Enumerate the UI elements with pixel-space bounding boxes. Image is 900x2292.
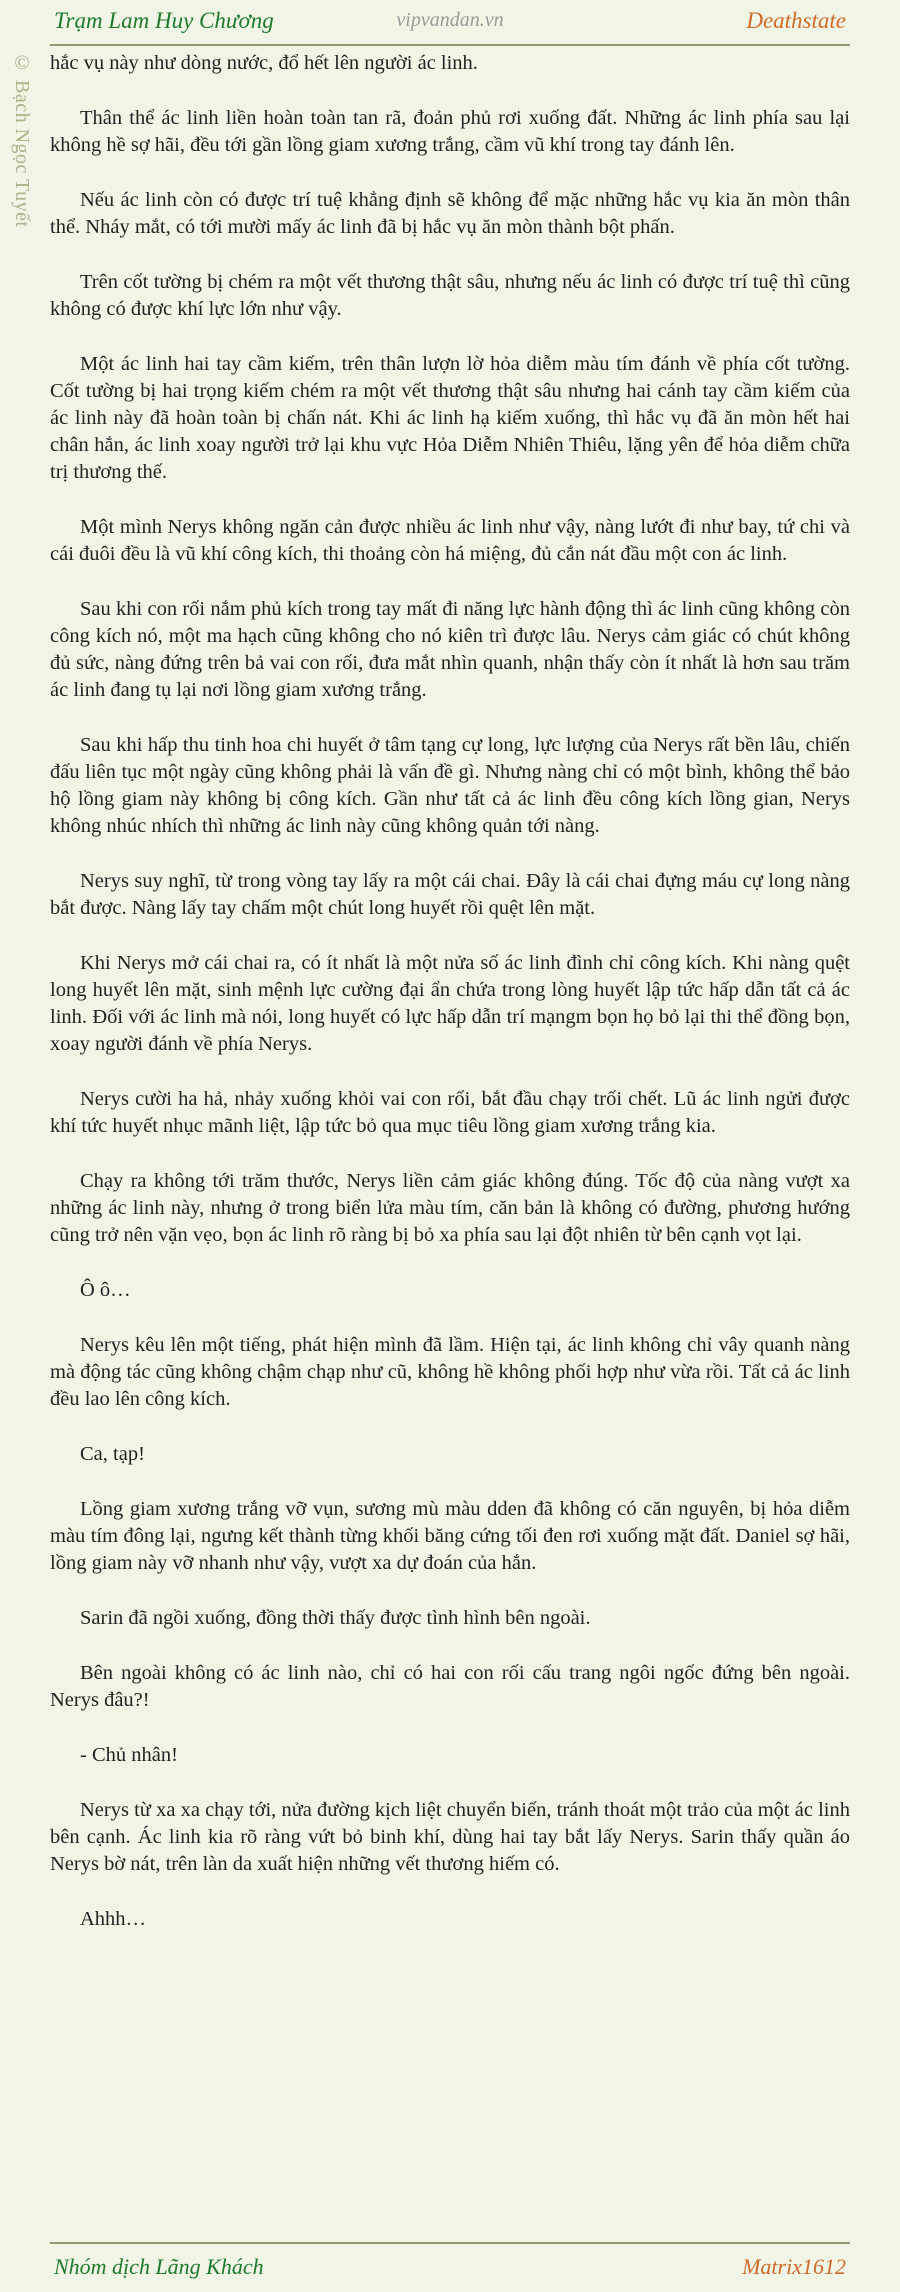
paragraph: Khi Nerys mở cái chai ra, có ít nhất là một nửa số ác linh đình chỉ công kích. Khi nàng quệt long huyết lên mặt, sinh mệnh lực cường đại ẩn chứa trong lòng huyết lập tức hấp dẫn tất cả ác linh. Đối với ác linh mà nói, long huyết có lực hấp dẫn trí mạngm bọn họ bỏ lại thi thể đồng bọn, xoay người đánh về phía Nerys. [50,952,850,1055]
paragraph: Trên cốt tường bị chém ra một vết thương thật sâu, nhưng nếu ác linh có được trí tuệ thì cũng không có được khí lực lớn như vậy. [50,271,850,320]
site-name: Trạm Lam Huy Chương [54,8,274,33]
paragraph: Nerys suy nghĩ, từ trong vòng tay lấy ra một cái chai. Đây là cái chai đựng máu cự long nàng bắt được. Nàng lấy tay chấm một chút long huyết rồi quệt lên mặt. [50,870,850,919]
paragraph: Ahhh… [80,1908,147,1930]
paragraph: Sau khi hấp thu tinh hoa chi huyết ở tâm tạng cự long, lực lượng của Nerys rất bền lâu, chiến đấu liên tục một ngày cũng không phải là vấn đề gì. Nhưng nàng chỉ có một bình, không thể bảo hộ lồng giam này không bị công kích. Gần như tất cả ác linh đều công kích lồng gian, Nerys không nhúc nhích thì những ác linh này cũng không quản tới nàng. [50,734,850,837]
paragraph: Ca, tạp! [80,1443,145,1465]
paragraph: Nerys kêu lên một tiếng, phát hiện mình đã lầm. Hiện tại, ác linh không chỉ vây quanh nàng mà động tác cũng không chậm chạp như cũ, không hề không phối hợp như vừa rồi. Tất cả ác linh đều lao lên công kích. [50,1334,850,1410]
paragraph: Nerys cười ha hả, nhảy xuống khỏi vai con rối, bắt đầu chạy trối chết. Lũ ác linh ngửi được khí tức huyết nhục mãnh liệt, lập tức bỏ qua mục tiêu lồng giam xương trắng kia. [50,1088,850,1137]
paragraph: - Chủ nhân! [80,1744,178,1766]
paragraph: Sau khi con rối nắm phủ kích trong tay mất đi năng lực hành động thì ác linh cũng không còn công kích nó, một ma hạch cũng không cho nó kiên trì được lâu. Nerys cảm giác có chút không đủ sức, nàng đứng trên bả vai con rối, đưa mắt nhìn quanh, nhận thấy còn ít nhất là hơn sau trăm ác linh đang tụ lại nơi lồng giam xương trắng. [50,598,850,701]
paragraph: Nếu ác linh còn có được trí tuệ khẳng định sẽ không để mặc những hắc vụ kia ăn mòn thân thể. Nháy mắt, có tới mười mấy ác linh đã bị hắc vụ ăn mòn thành bột phấn. [50,189,850,238]
paragraph: Lồng giam xương trắng vỡ vụn, sương mù màu dden đã không có căn nguyên, bị hỏa diễm màu tím đông lại, ngưng kết thành từng khối băng cứng tối đen rơi xuống mặt đất. Daniel sợ hãi, lồng giam này vỡ nhanh như vậy, vượt xa dự đoán của hắn. [50,1498,850,1574]
paragraph: Sarin đã ngồi xuống, đồng thời thấy được tình hình bên ngoài. [80,1607,591,1629]
paragraph: Nerys từ xa xa chạy tới, nửa đường kịch liệt chuyển biến, tránh thoát một trảo của một ác linh bên cạnh. Ác linh kia rõ ràng vứt bỏ binh khí, dùng hai tay bắt lấy Nerys. Sarin thấy quần áo Nerys bờ nát, trên làn da xuất hiện những vết thương hiếm có. [50,1799,850,1875]
paragraph: Thân thể ác linh liền hoàn toàn tan rã, đoản phủ rơi xuống đất. Những ác linh phía sau lại không hề sợ hãi, đều tới gần lồng giam xương trắng, cầm vũ khí trong tay đánh lên. [50,107,850,156]
page-header [50,0,850,46]
paragraph: Một mình Nerys không ngăn cản được nhiều ác linh như vậy, nàng lướt đi như bay, tứ chi và cái đuôi đều là vũ khí công kích, thi thoảng còn há miệng, đủ cắn nát đầu một con ác linh. [50,516,850,565]
copyright-watermark: © Bạch Ngọc Tuyết [11,52,33,228]
paragraph: Một ác linh hai tay cầm kiếm, trên thân lượn lờ hỏa diễm màu tím đánh về phía cốt tường. Cốt tường bị hai trọng kiếm chém ra một vết thương thật sâu nhưng hai cánh tay cầm kiếm của ác linh này đã hoàn toàn bị chấn nát. Khi ác linh hạ kiếm xuống, thì hắc vụ đã ăn mòn hết hai chân hắn, ác linh xoay người trở lại khu vực Hỏa Diễm Nhiên Thiêu, lặng yên để hỏa diễm chữa trị thương thế. [50,353,850,483]
translator-group: Nhóm dịch Lãng Khách [54,2254,264,2279]
paragraph: hắc vụ này như dòng nước, đổ hết lên người ác linh. [50,52,478,74]
paragraph: Bên ngoài không có ác linh nào, chỉ có hai con rối cấu trang ngôi ngốc đứng bên ngoài. Nerys đâu?! [50,1662,850,1711]
editor-name: Matrix1612 [742,2254,846,2279]
page-footer [50,2242,850,2292]
site-url[interactable]: vipvandan.vn [396,9,504,31]
paragraph: Ô ô… [80,1279,131,1301]
paragraph: Chạy ra không tới trăm thước, Nerys liền cảm giác không đúng. Tốc độ của nàng vượt xa những ác linh này, nhưng ở trong biển lửa màu tím, căn bản là không có đường, phương hướng cũng trở nên vặn vẹo, bọn ác linh rõ ràng bị bỏ xa phía sau lại đột nhiên từ bên cạnh vọt lại. [50,1170,850,1246]
uploader-name: Deathstate [746,8,846,33]
chapter-body [50,50,850,1961]
